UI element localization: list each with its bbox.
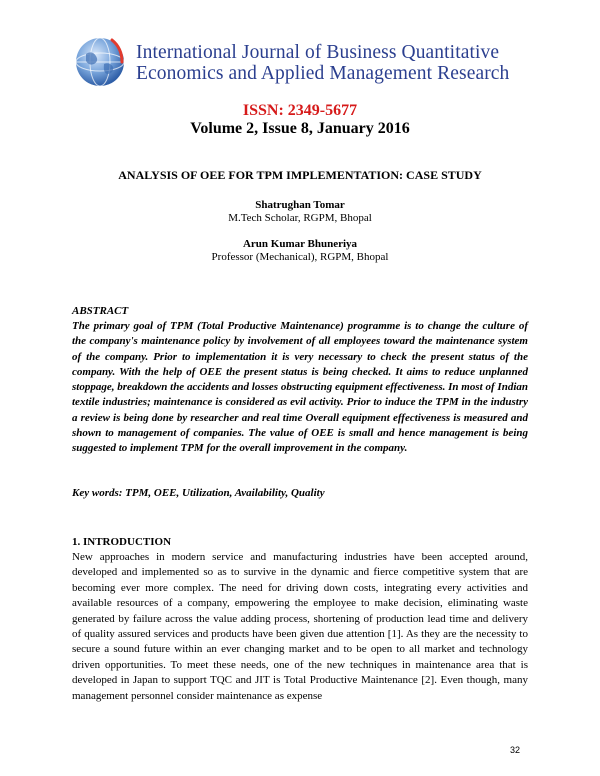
author-block bbox=[0, 199, 600, 225]
author-name: Shatrughan Tomar bbox=[255, 199, 345, 211]
journal-title-line-2: Economics and Applied Management Research bbox=[136, 63, 510, 84]
author-affiliation: M.Tech Scholar, RGPM, Bhopal bbox=[228, 212, 372, 224]
journal-title bbox=[136, 42, 509, 84]
abstract-heading: ABSTRACT bbox=[72, 305, 129, 317]
journal-title-line-1: International Journal of Business Quantitative bbox=[136, 42, 500, 63]
volume-issue: Volume 2, Issue 8, January 2016 bbox=[190, 120, 410, 137]
introduction-text: New approaches in modern service and manufacturing industries have been accepted around, developed and implemented so as to survive in the dynamic and fierce competitive system that are becoming ever more complex. The need for driving down costs, integrating every activities and available resources of a company, empowering the employee to make decision, eliminating waste generated by failure across the value adding process, shortening of production lead time and delivery of quality assured services and products have been given due attention [1]. As they are the necessity to secure a sound future within an ever changing market and to be open to all market and technology driven opportunities. To meet these needs, one of the new techniques in maintenance area that is developed in Japan to support TQC and JIT is Total Productive Maintenance [2]. Even though, many management personnel consider maintenance as expense bbox=[72, 551, 528, 702]
page-number: 32 bbox=[510, 745, 521, 755]
paper-title: ANALYSIS OF OEE FOR TPM IMPLEMENTATION: CASE STUDY bbox=[118, 168, 482, 182]
author-affiliation: Professor (Mechanical), RGPM, Bhopal bbox=[211, 251, 389, 263]
author-block bbox=[0, 238, 600, 264]
journal-globe-logo bbox=[72, 34, 128, 90]
keywords: Key words: TPM, OEE, Utilization, Availability, Quality bbox=[72, 487, 325, 499]
issn: ISSN: 2349-5677 bbox=[242, 102, 358, 119]
section-heading-introduction: 1. INTRODUCTION bbox=[72, 536, 172, 548]
abstract-text: The primary goal of TPM (Total Productive Maintenance) programme is to change the culture of the company's maintenance policy by involvement of all employees toward the maintenance system of the company. Prior to implementation it is very necessary to check the present status of the company. With the help of OEE the present status is being checked. It aims to reduce unplanned stoppage, breakdown the accidents and losses obstructing equipment effectiveness. In most of Indian textile industries; maintenance is considered as evil activity. Prior to induce the TPM in the industry a review is being done by researcher and real time Overall equipment effectiveness is measured and shown to management of companies. The value of OEE is small and hence management is being suggested to implement TPM for the overall improvement in the company. bbox=[72, 320, 528, 455]
author-name: Arun Kumar Bhuneriya bbox=[242, 238, 358, 250]
